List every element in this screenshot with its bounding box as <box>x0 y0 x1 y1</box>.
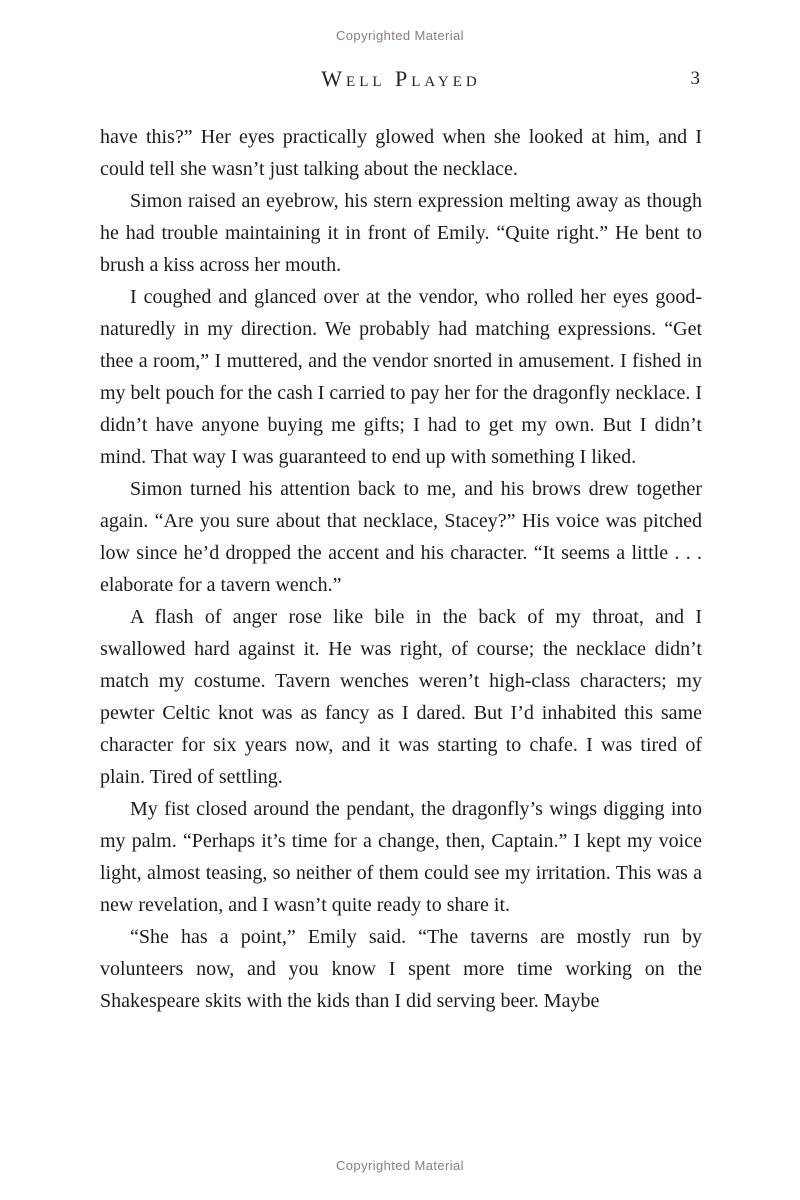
page-header <box>100 66 702 96</box>
paragraph: Simon raised an eyebrow, his stern expression melting away as though he had trouble maintaining it in front of Emily. “Quite right.” He bent to brush a kiss across her mouth. <box>100 190 702 276</box>
paragraph: Simon turned his attention back to me, and his brows drew together again. “Are you sure about that necklace, Stacey?” His voice was pitched low since he’d dropped the accent and his character. “It seems a little . . . elaborate for a tavern wench.” <box>100 478 702 596</box>
paragraph: have this?” Her eyes practically glowed when she looked at him, and I could tell she wasn’t just talking about the necklace. <box>100 126 702 180</box>
paragraph: A flash of anger rose like bile in the back of my throat, and I swallowed hard against it. He was right, of course; the necklace didn’t match my costume. Tavern wenches weren’t high-class characters; my pewter Celtic knot was as fancy as I dared. But I’d inhabited this same character for six years now, and it was starting to chafe. I was tired of plain. Tired of settling. <box>100 606 702 788</box>
running-title: Well Played <box>321 66 481 91</box>
copyright-notice-bottom: Copyrighted Material <box>336 1158 464 1173</box>
body-text <box>100 121 702 1017</box>
paragraph: My fist closed around the pendant, the dragonfly’s wings digging into my palm. “Perhaps it’s time for a change, then, Captain.” I kept my voice light, almost teasing, so neither of them could see my irritation. This was a new revelation, and I wasn’t quite ready to share it. <box>100 798 702 916</box>
copyright-notice-top: Copyrighted Material <box>336 28 464 43</box>
paragraph: “She has a point,” Emily said. “The taverns are mostly run by volunteers now, and you know I spent more time working on the Shakespeare skits with the kids than I did serving beer. Maybe <box>100 926 702 1012</box>
page-number: 3 <box>690 68 700 89</box>
paragraph: I coughed and glanced over at the vendor, who rolled her eyes good-naturedly in my direction. We probably had matching expressions. “Get thee a room,” I muttered, and the vendor snorted in amusement. I fished in my belt pouch for the cash I carried to pay her for the dragonfly necklace. I didn’t have anyone buying me gifts; I had to get my own. But I didn’t mind. That way I was guaranteed to end up with something I liked. <box>100 286 702 468</box>
